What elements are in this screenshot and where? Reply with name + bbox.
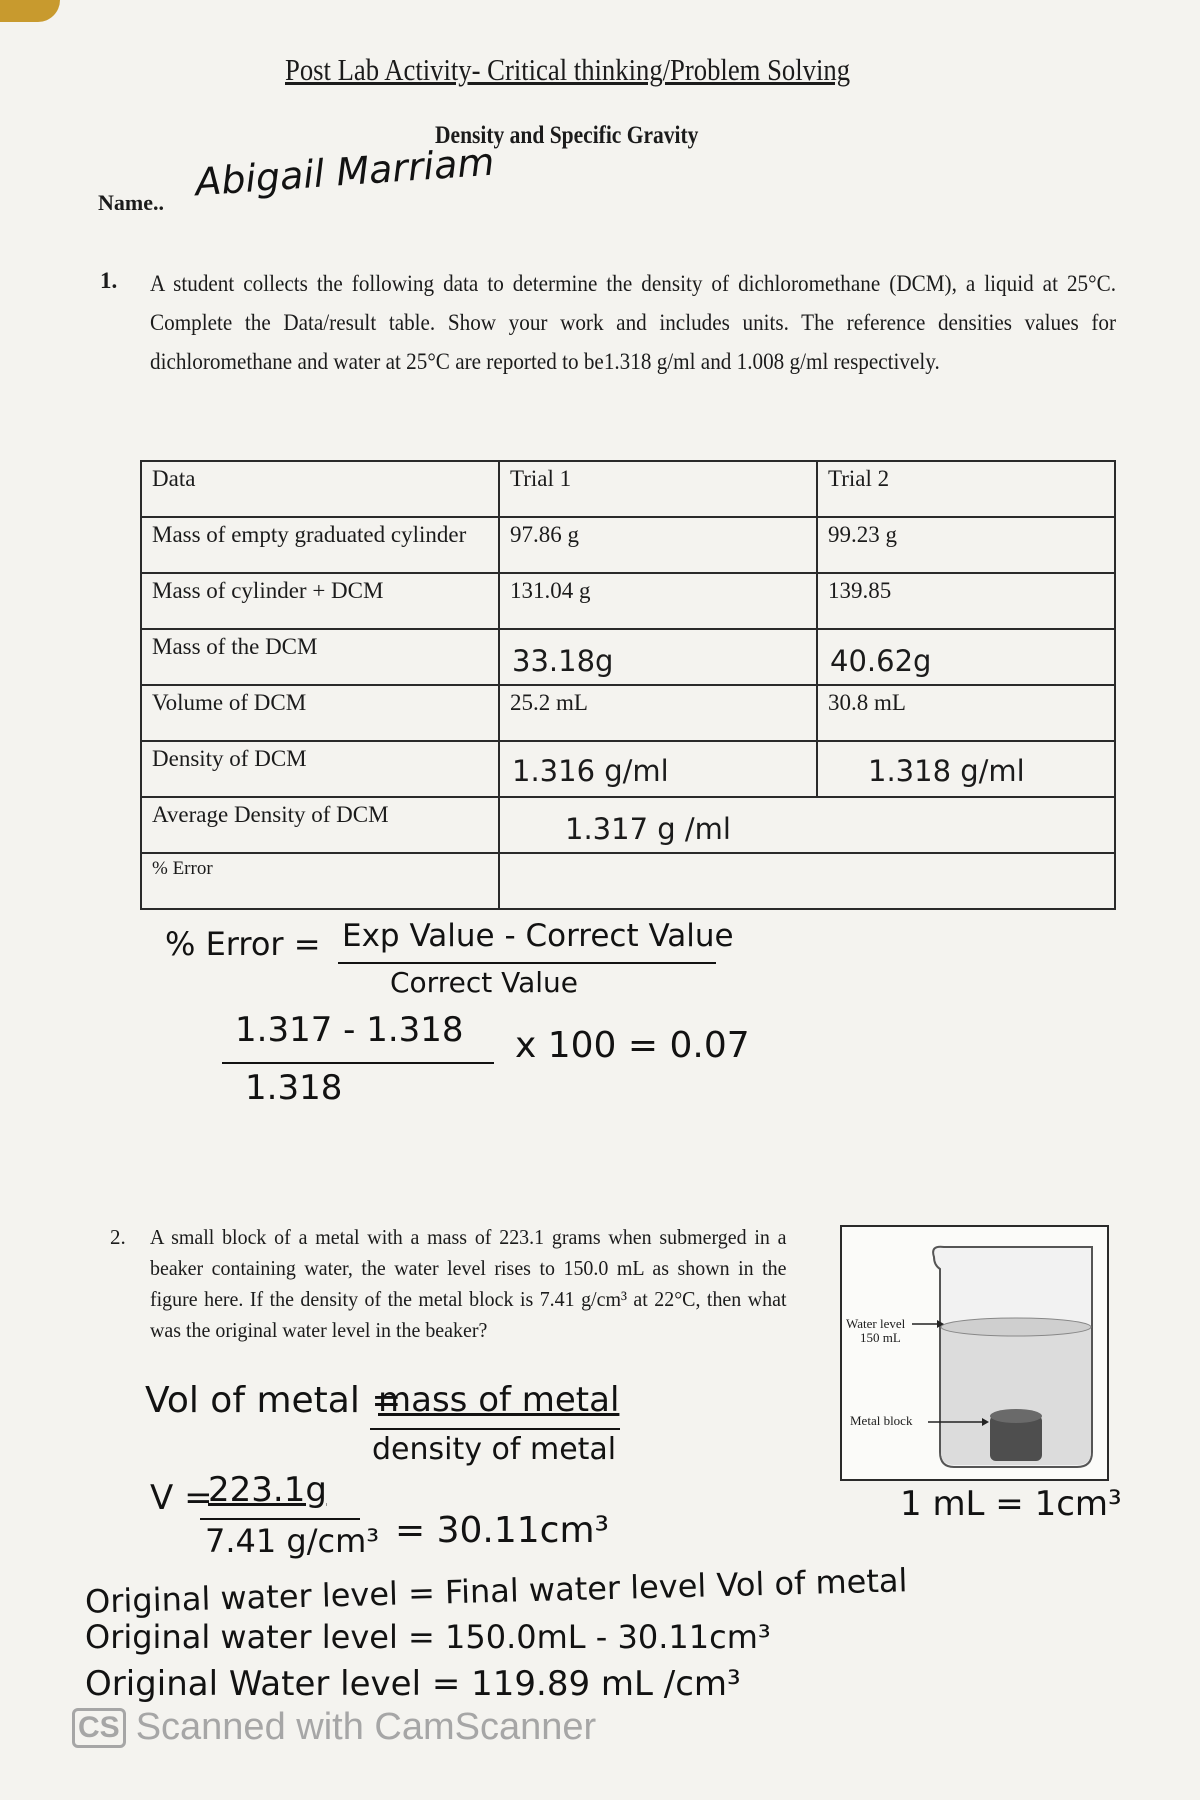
trial-2-mass-handwritten: 40.62g [830, 644, 932, 678]
beaker-figure [840, 1225, 1109, 1481]
water-surface [941, 1318, 1091, 1336]
camscanner-watermark [72, 1706, 596, 1749]
table-row [141, 629, 1115, 685]
beaker-illustration [842, 1227, 1107, 1479]
water-level-label-line-2: 150 mL [860, 1330, 901, 1345]
trial-2-value-cell [817, 741, 1115, 797]
fraction-bar [338, 962, 716, 964]
trial-1-density-handwritten: 1.316 g/ml [512, 754, 669, 788]
page-corner-mark [0, 0, 60, 22]
water-level-label [846, 1317, 905, 1345]
vol-metal-numerator: mass of metal [378, 1380, 620, 1420]
table-row [141, 797, 1115, 853]
table-row [141, 685, 1115, 741]
fraction-bar [200, 1518, 360, 1520]
camscanner-logo: CS [72, 1708, 126, 1748]
table-row [141, 573, 1115, 629]
original-level-substitution: Original water level = 150.0mL - 30.11cm³ [85, 1618, 771, 1656]
trial-2-value: 139.85 [817, 573, 1115, 629]
row-label: Mass of cylinder + DCM [141, 573, 499, 629]
unit-conversion-note: 1 mL = 1cm³ [900, 1484, 1122, 1524]
volume-result: = 30.11cm³ [395, 1510, 609, 1551]
table-header-row [141, 461, 1115, 517]
average-density-cell [499, 797, 1115, 853]
table-row [141, 741, 1115, 797]
fraction-bar [222, 1062, 494, 1064]
percent-error-denominator: Correct Value [390, 966, 578, 999]
volume-denominator: 7.41 g/cm³ [205, 1522, 380, 1560]
trial-2-value-cell [817, 629, 1115, 685]
trial-2-density-handwritten: 1.318 g/ml [868, 754, 1025, 788]
watermark-text: Scanned with CamScanner [135, 1706, 597, 1748]
trial-1-mass-handwritten: 33.18g [512, 644, 614, 678]
percent-error-label: % Error = [165, 925, 321, 963]
metal-block-label: Metal block [850, 1413, 913, 1428]
original-level-formula: Original water level = Final water level Vol of metal [84, 1561, 908, 1621]
name-label: Name.. [98, 190, 164, 215]
trial-2-value: 30.8 mL [817, 685, 1115, 741]
percent-error-cell [499, 853, 1115, 909]
question-2-text: A small block of a metal with a mass of 223.1 grams when submerged in a beaker containing water, the water level rises to 150.0 mL as shown in the figure here. If the density of the metal block is 7.41 g/cm³ at 22°C, then what was the original water level in the beaker? [150, 1225, 787, 1342]
percent-error-numerator: Exp Value - Correct Value [342, 918, 734, 954]
water-level-label-line-1: Water level [846, 1316, 906, 1331]
trial-1-value-cell [499, 629, 817, 685]
original-level-answer: Original Water level = 119.89 mL /cm³ [85, 1664, 741, 1704]
trial-1-value: 131.04 g [499, 573, 817, 629]
metal-block-top [990, 1409, 1042, 1423]
row-label: Volume of DCM [141, 685, 499, 741]
table-row [141, 517, 1115, 573]
fraction-bar [370, 1428, 620, 1430]
page-title: Post Lab Activity- Critical thinking/Problem Solving [285, 52, 851, 87]
row-label: Mass of empty graduated cylinder [141, 517, 499, 573]
trial-1-value: 25.2 mL [499, 685, 817, 741]
error-calc-denominator: 1.318 [245, 1068, 343, 1108]
volume-equation-label: V = [150, 1478, 213, 1518]
question-1-number: 1. [100, 268, 118, 293]
trial-2-value: 99.23 g [817, 517, 1115, 573]
volume-numerator: 223.1g [208, 1470, 327, 1510]
average-density-handwritten: 1.317 g /ml [565, 812, 731, 846]
page-subtitle: Density and Specific Gravity [435, 122, 699, 149]
table-header-cell: Trial 1 [499, 461, 817, 517]
row-label: Density of DCM [141, 741, 499, 797]
data-result-table [140, 460, 1116, 910]
row-label: % Error [141, 853, 499, 909]
trial-1-value: 97.86 g [499, 517, 817, 573]
trial-1-value-cell [499, 741, 817, 797]
vol-metal-denominator: density of metal [372, 1432, 617, 1467]
question-2-number: 2. [110, 1225, 126, 1249]
error-calc-result: x 100 = 0.07 [515, 1025, 750, 1066]
error-calc-numerator: 1.317 - 1.318 [235, 1010, 464, 1050]
vol-metal-label: Vol of metal = [145, 1380, 402, 1421]
table-header-cell: Trial 2 [817, 461, 1115, 517]
student-name-handwritten: Abigail Marriam [193, 139, 496, 205]
table-header-cell: Data [141, 461, 499, 517]
table-row [141, 853, 1115, 909]
question-1-text: A student collects the following data to determine the density of dichloromethane (DCM), a liquid at 25°C. Complete the Data/result table. Show your work and includes units. The reference densities values for dichloromethane and water at 25°C are reported to be1.318 g/ml and 1.008 g/ml respectively. [150, 271, 1116, 374]
row-label: Mass of the DCM [141, 629, 499, 685]
row-label: Average Density of DCM [141, 797, 499, 853]
